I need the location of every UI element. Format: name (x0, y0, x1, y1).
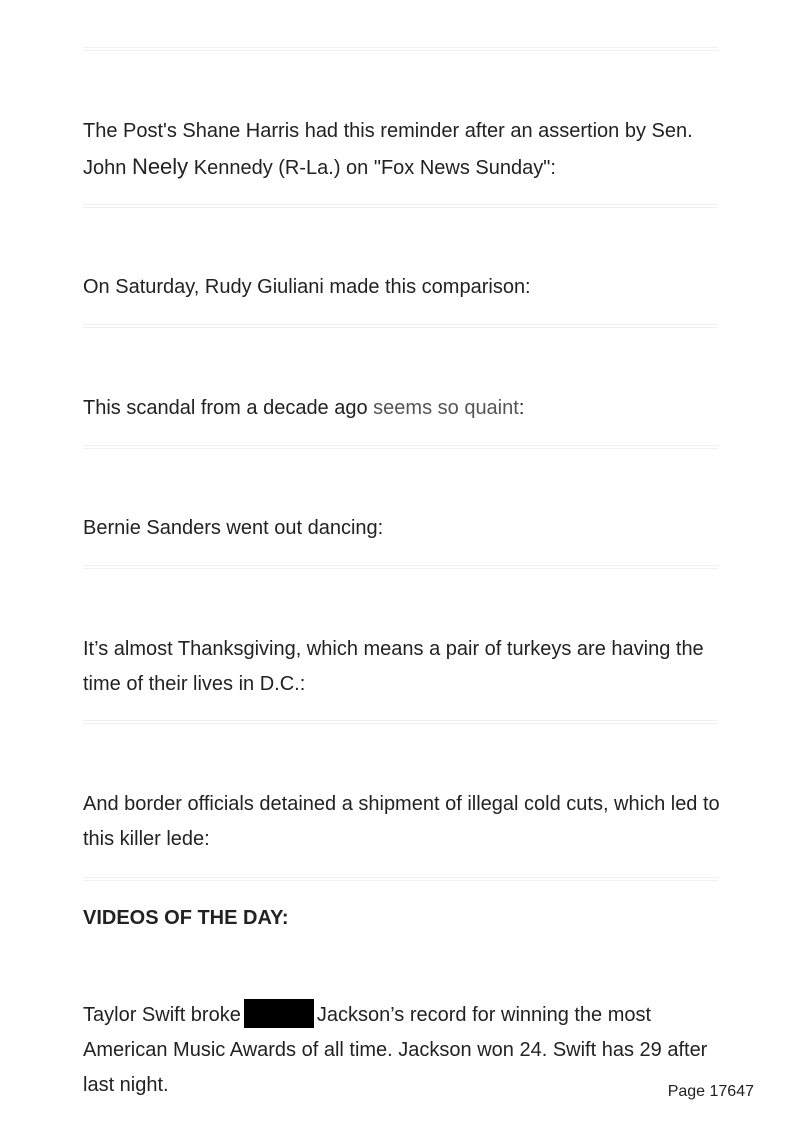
redaction-box (244, 999, 314, 1028)
divider (83, 565, 718, 569)
paragraph-bernie: Bernie Sanders went out dancing: (83, 517, 384, 539)
divider (83, 324, 718, 328)
paragraph-shane-harris (83, 114, 723, 186)
paragraph-text: The Post's Shane Harris had this reminder after an assertion by Sen. John (83, 120, 693, 179)
divider (83, 47, 718, 51)
paragraph-cold-cuts: And border officials detained a shipment of illegal cold cuts, which led to this killer lede: (83, 793, 720, 850)
paragraph-text: This scandal from a decade ago (83, 397, 374, 419)
paragraph-scandal (83, 391, 723, 426)
paragraph-text: Taylor Swift broke (83, 1004, 241, 1026)
paragraph-giuliani: On Saturday, Rudy Giuliani made this comparison: (83, 276, 531, 298)
page-number: Page 17647 (667, 1083, 754, 1100)
name-text: Neely (131, 154, 189, 179)
paragraph-text: Kennedy (R-La.) on "Fox News Sunday": (188, 157, 556, 179)
paragraph-thanksgiving: It’s almost Thanksgiving, which means a pair of turkeys are having the time of their lives in D.C.: (83, 638, 704, 695)
divider (83, 720, 718, 724)
divider (83, 204, 718, 208)
paragraph-text: : (518, 397, 525, 419)
paragraph-body (83, 998, 723, 1103)
seems-so-quaint-link[interactable]: seems so quaint (373, 397, 519, 419)
paragraph-taylor-swift (83, 998, 723, 1096)
paragraph-text: Jackson’s record for winning the most American Music Awards of all time. Jackson won 24. Swift has 29 after last night. (83, 1004, 708, 1096)
divider (83, 877, 718, 881)
videos-heading: VIDEOS OF THE DAY: (83, 907, 289, 929)
divider (83, 445, 718, 449)
